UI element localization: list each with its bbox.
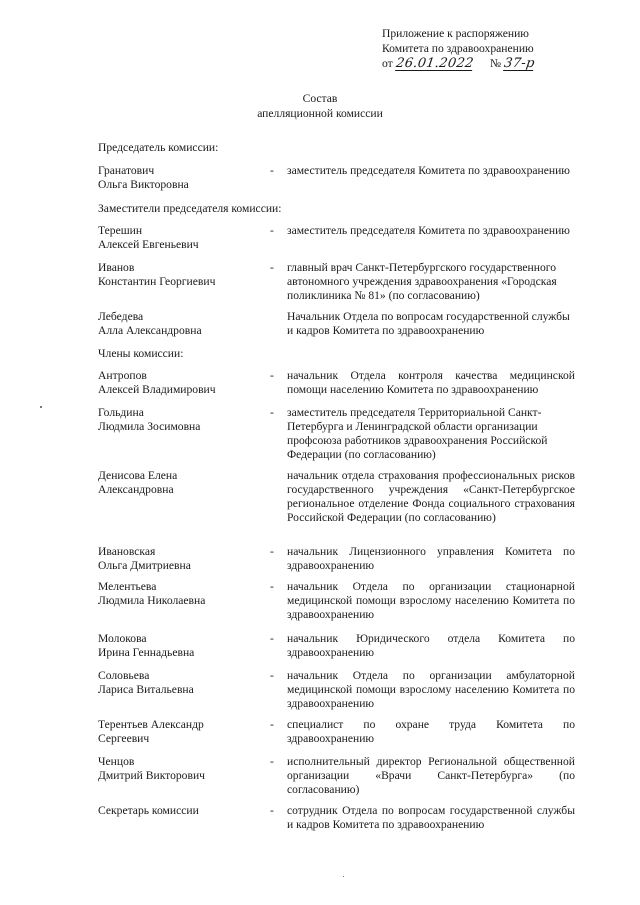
- member-name: Гранатович Ольга Викторовна: [98, 164, 189, 191]
- member-name: Молокова Ирина Геннадьевна: [98, 632, 195, 659]
- member-dash: -: [270, 718, 274, 731]
- date-number-line: [382, 56, 534, 71]
- member-role: начальник Отдела по организации амбулаторной медицинской помощи взрослому населению Комитета по здравоохранению: [287, 669, 575, 710]
- member-name: Терешин Алексей Евгеньевич: [98, 224, 199, 251]
- member-role: заместитель председателя Территориальной Санкт-Петербурга и Ленинградской области организации профсоюза работников здравоохранения Российской Федерации (по согласованию): [287, 406, 548, 461]
- member-dash: -: [270, 406, 274, 419]
- document-header: [382, 26, 534, 71]
- member-role: Начальник Отдела по вопросам государственной службы и кадров Комитета по здравоохранению: [287, 310, 570, 337]
- committee-line: Комитета по здравоохранению: [382, 42, 534, 55]
- member-dash: -: [270, 580, 274, 593]
- member-dash: -: [270, 804, 274, 817]
- member-dash: -: [270, 261, 274, 274]
- date-prefix: от: [382, 57, 393, 70]
- member-name: Соловьева Лариса Витальевна: [98, 669, 194, 696]
- secretary-label: Секретарь комиссии: [98, 804, 199, 817]
- member-dash: -: [270, 755, 274, 768]
- member-name: Ченцов Дмитрий Викторович: [98, 755, 205, 782]
- scan-speck: [40, 406, 42, 408]
- member-name: Мелентьева Людмила Николаевна: [98, 580, 206, 607]
- member-name: Гольдина Людмила Зосимовна: [98, 406, 201, 433]
- member-name: Лебедева Алла Александровна: [98, 310, 202, 337]
- handwritten-number: 37-р: [503, 56, 536, 71]
- handwritten-date: 26.01.2022: [394, 56, 475, 71]
- member-name: Иванов Константин Георгиевич: [98, 261, 216, 288]
- member-role: начальник Юридического отдела Комитета по здравоохранению: [287, 632, 575, 659]
- member-role: начальник Отдела контроля качества медицинской помощи населению Комитета по здравоохранению: [287, 369, 575, 396]
- member-name: Денисова Елена Александровна: [98, 469, 178, 496]
- member-role: специалист по охране труда Комитета по здравоохранению: [287, 718, 575, 745]
- member-dash: -: [270, 632, 274, 645]
- member-dash: -: [270, 545, 274, 558]
- member-dash: -: [270, 669, 274, 682]
- member-role: начальник отдела страхования профессиональных рисков государственного учреждения «Санкт-Петербургское региональное отделение Фонда социального страхования Российской Федерации (по согласованию): [287, 469, 575, 524]
- title-line-2: апелляционной комиссии: [257, 107, 383, 120]
- member-dash: -: [270, 164, 274, 177]
- member-role: исполнительный директор Региональной общественной организации «Врачи Санкт-Петербурга» (по согласованию): [287, 755, 575, 796]
- section-chair: Председатель комиссии:: [98, 141, 219, 154]
- number-prefix: №: [489, 57, 502, 70]
- member-role: главный врач Санкт-Петербургского государственного автономного учреждения здравоохранения «Городская поликлиника № 81» (по согласованию): [287, 261, 557, 302]
- scan-speck: [343, 876, 344, 877]
- member-dash: -: [270, 369, 274, 382]
- appendix-line: Приложение к распоряжению: [382, 27, 529, 40]
- member-name: Антропов Алексей Владимирович: [98, 369, 216, 396]
- member-role: начальник Отдела по организации стационарной медицинской помощи взрослому населению Комитета по здравоохранению: [287, 580, 575, 621]
- member-role: сотрудник Отдела по вопросам государственной службы и кадров Комитета по здравоохранению: [287, 804, 575, 831]
- title-line-1: Состав: [302, 92, 338, 105]
- member-role: заместитель председателя Комитета по здравоохранению: [287, 164, 570, 177]
- section-members: Члены комиссии:: [98, 347, 184, 360]
- member-name: Терентьев Александр Сергеевич: [98, 718, 204, 745]
- member-role: заместитель председателя Комитета по здравоохранению: [287, 224, 570, 237]
- member-role: начальник Лицензионного управления Комитета по здравоохранению: [287, 545, 575, 572]
- member-name: Ивановская Ольга Дмитриевна: [98, 545, 191, 572]
- member-dash: -: [270, 224, 274, 237]
- section-deputies: Заместители председателя комиссии:: [98, 202, 282, 215]
